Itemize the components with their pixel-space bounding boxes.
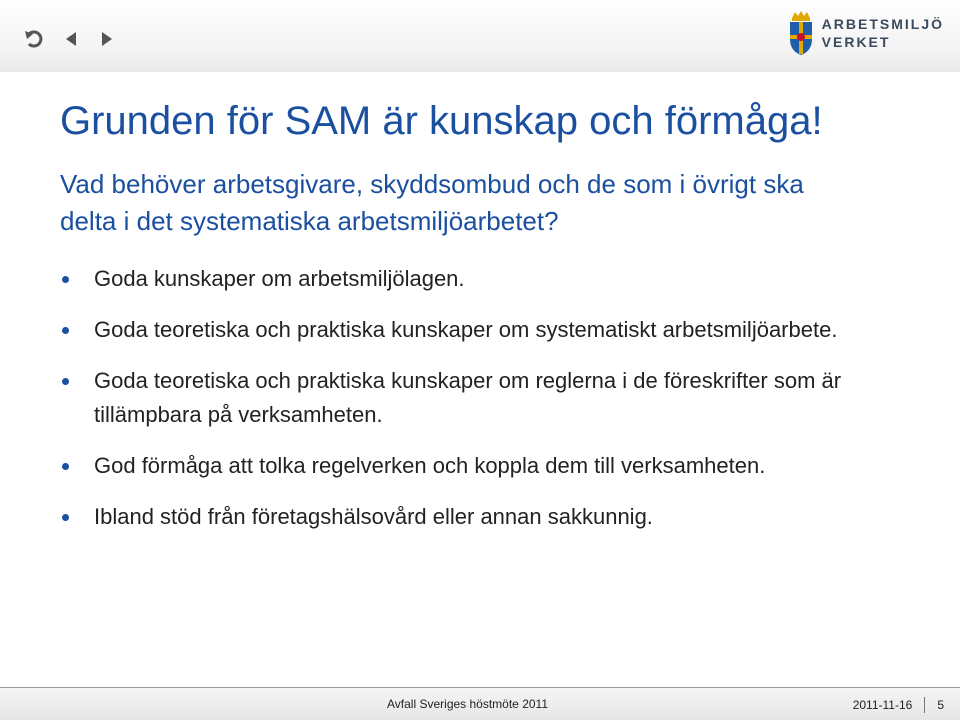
logo-line-1: ARBETSMILJÖ bbox=[821, 16, 944, 32]
list-item bbox=[60, 364, 860, 432]
bullet-dot-icon bbox=[62, 463, 69, 470]
bullet-text: Goda kunskaper om arbetsmiljölagen. bbox=[94, 266, 465, 291]
footer-date: 2011-11-16 bbox=[852, 698, 913, 712]
footer-meta bbox=[853, 697, 944, 713]
page-number: 5 bbox=[937, 698, 944, 712]
list-item bbox=[60, 500, 860, 534]
bullet-list bbox=[60, 262, 860, 551]
bullet-dot-icon bbox=[62, 378, 69, 385]
footer-divider bbox=[924, 697, 925, 713]
bullet-dot-icon bbox=[62, 276, 69, 283]
slide-title: Grunden för SAM är kunskap och förmåga! bbox=[60, 99, 823, 143]
footer-event: Avfall Sveriges höstmöte 2011 bbox=[387, 697, 548, 711]
bullet-text: Goda teoretiska och praktiska kunskaper om reglerna i de föreskrifter som är tillämpbara på verksamheten. bbox=[94, 368, 842, 427]
crest-emblem-icon bbox=[786, 9, 816, 57]
bullet-dot-icon bbox=[62, 514, 69, 521]
footer-bar bbox=[0, 687, 960, 720]
arbetsmiljoverket-logo bbox=[786, 9, 944, 57]
triangle-left-icon[interactable] bbox=[58, 26, 84, 52]
bullet-dot-icon bbox=[62, 327, 69, 334]
bullet-text: Ibland stöd från företagshälsovård eller annan sakkunnig. bbox=[94, 504, 653, 529]
bullet-text: God förmåga att tolka regelverken och koppla dem till verksamheten. bbox=[94, 453, 766, 478]
undo-arrow-icon[interactable] bbox=[22, 26, 48, 52]
slide-subtitle: Vad behöver arbetsgivare, skyddsombud och de som i övrigt ska delta i det systematiska arbetsmiljöarbetet? bbox=[60, 169, 804, 236]
list-item bbox=[60, 313, 860, 347]
logo-line-2: VERKET bbox=[821, 34, 891, 50]
logo-text bbox=[822, 15, 944, 51]
top-bar bbox=[0, 0, 960, 72]
slide-navigation bbox=[22, 26, 130, 52]
bullet-text: Goda teoretiska och praktiska kunskaper om systematiskt arbetsmiljöarbete. bbox=[94, 317, 838, 342]
list-item bbox=[60, 449, 860, 483]
list-item bbox=[60, 262, 860, 296]
triangle-right-icon[interactable] bbox=[94, 26, 120, 52]
